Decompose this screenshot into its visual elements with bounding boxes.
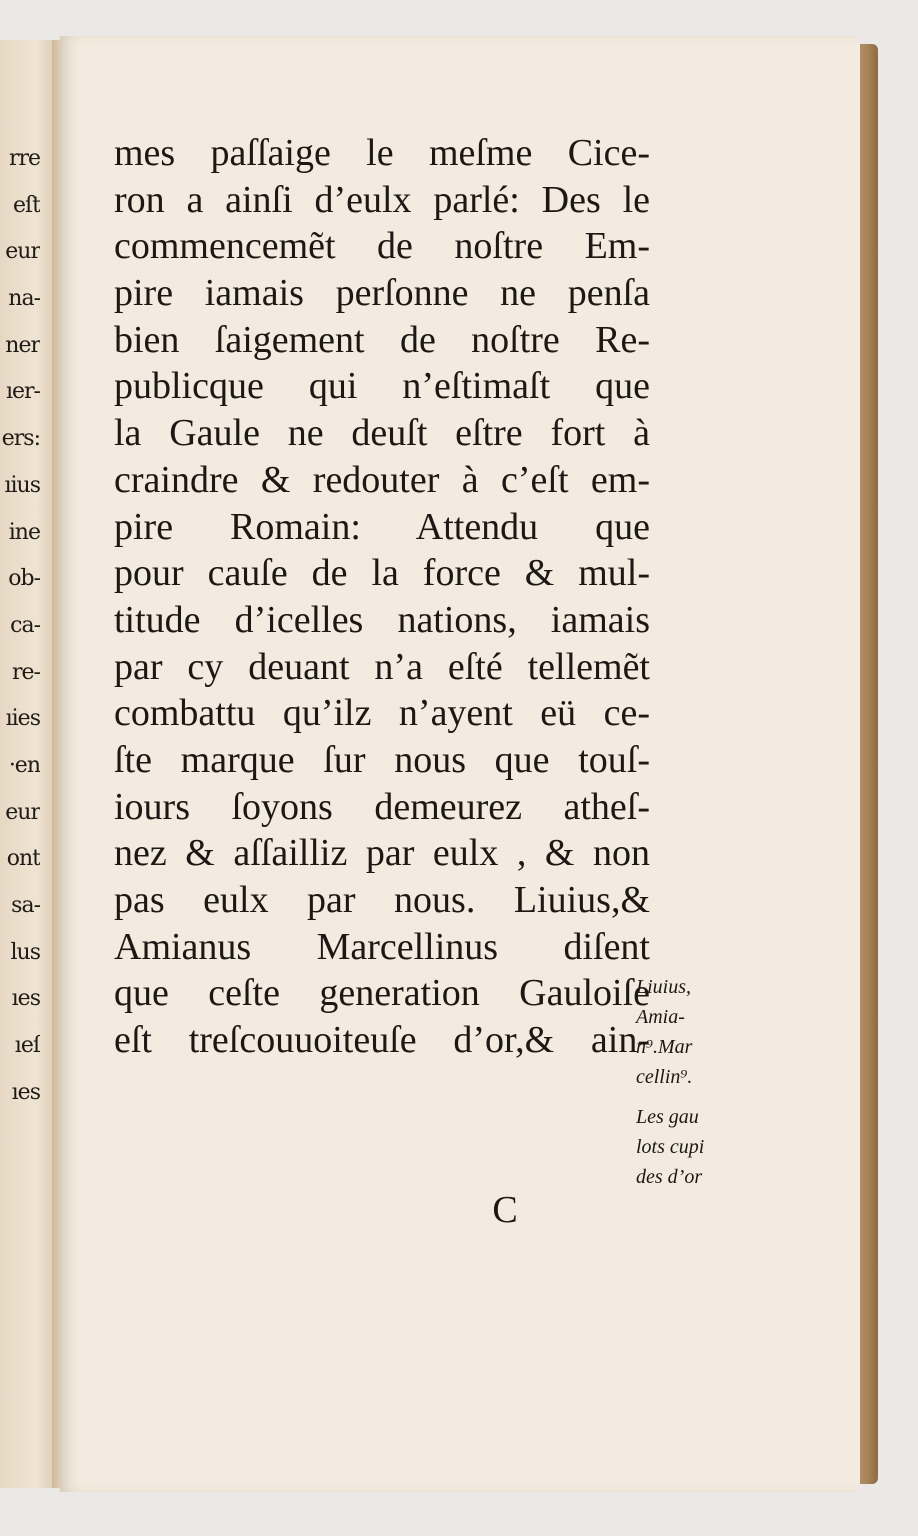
text-line: combattu qu’ilz n’ayent eü ce- [114, 692, 650, 735]
left-fragment: ıes [11, 986, 40, 1012]
marginal-note-line: Liuius, [636, 976, 692, 998]
bleed-through-line [700, 280, 770, 316]
left-fragment: ıer- [5, 379, 40, 405]
text-line: par cy deuant n’a eſté tellemẽt [114, 645, 650, 688]
text-line: craindre & redouter à c’eſt em- [114, 458, 650, 501]
left-fragment: lus [10, 939, 40, 965]
left-fragment: ıeſ [14, 1033, 40, 1059]
left-fragment: rre [8, 146, 40, 171]
left-fragment: eſt [12, 192, 40, 218]
text-line: pire iamais perſonne ne penſa [114, 272, 650, 315]
text-line: pas eulx par nous. Liuius,& [114, 879, 650, 921]
text-line: titude d’icelles nations, iamais [114, 598, 650, 641]
left-fragment: ine [8, 519, 40, 545]
left-fragment: sa- [11, 893, 40, 918]
text-line: que ceſte generation Gauloiſe [114, 972, 650, 1015]
text-line: bien ſaigement de noſtre Re- [114, 318, 650, 361]
text-line: commencemẽt de noſtre Em- [114, 225, 650, 268]
bleed-through-line [700, 424, 770, 460]
left-fragment: ers: [1, 426, 40, 452]
signature-mark: C [492, 1189, 518, 1231]
text-line: publicque qui n’eſtimaſt que [114, 365, 650, 408]
text-line: eſt treſcouuoiteuſe d’or,& ain- [114, 1019, 650, 1062]
marginal-note-line: des d’or [636, 1166, 703, 1188]
text-line: ron a ainſi d’eulx parlé: Des le [114, 178, 650, 221]
marginal-note-line: n⁹.Mar [636, 1036, 693, 1058]
text-line: mes paſſaige le meſme Cice- [114, 132, 650, 174]
text-line: la Gaule ne deuſt eſtre fort à [114, 412, 650, 455]
left-fragment: ıes [11, 1079, 40, 1105]
text-line: nez & aſſailliz par eulx , & non [114, 832, 650, 875]
left-fragment: eur [5, 239, 40, 265]
left-fragment: ıies [5, 706, 40, 732]
marginal-note-line: Amia- [636, 1006, 685, 1028]
marginal-note-line: cellin⁹. [636, 1066, 693, 1088]
left-fragment: na- [8, 286, 40, 312]
text-line: iours ſoyons demeurez atheſ- [114, 785, 650, 828]
bleed-through-text [700, 280, 770, 460]
marginal-note-line: Les gau [636, 1106, 699, 1128]
text-line: pire Romain: Attendu que [114, 505, 650, 548]
left-fragment: ıius [4, 472, 40, 498]
marginal-notes [636, 972, 746, 1192]
bleed-through-line [700, 316, 770, 352]
main-text-block [114, 130, 650, 1064]
text-line: Amianus Marcellinus diſent [114, 925, 650, 968]
bleed-through-line [700, 388, 770, 424]
left-page-text-fragments [0, 136, 40, 1116]
left-fragment: ob- [8, 566, 40, 592]
left-fragment: ner [5, 332, 40, 358]
text-line: pour cauſe de la force & mul- [114, 552, 650, 595]
text-line: ſte marque ſur nous que touſ- [114, 738, 650, 781]
left-fragment: ·en [8, 752, 40, 778]
left-fragment: re- [12, 659, 40, 685]
left-fragment: eur [5, 799, 40, 825]
left-fragment: ont [6, 846, 40, 872]
left-fragment: ca- [10, 612, 40, 638]
marginal-note-line: lots cupi [636, 1136, 705, 1158]
bleed-through-line [700, 352, 770, 388]
